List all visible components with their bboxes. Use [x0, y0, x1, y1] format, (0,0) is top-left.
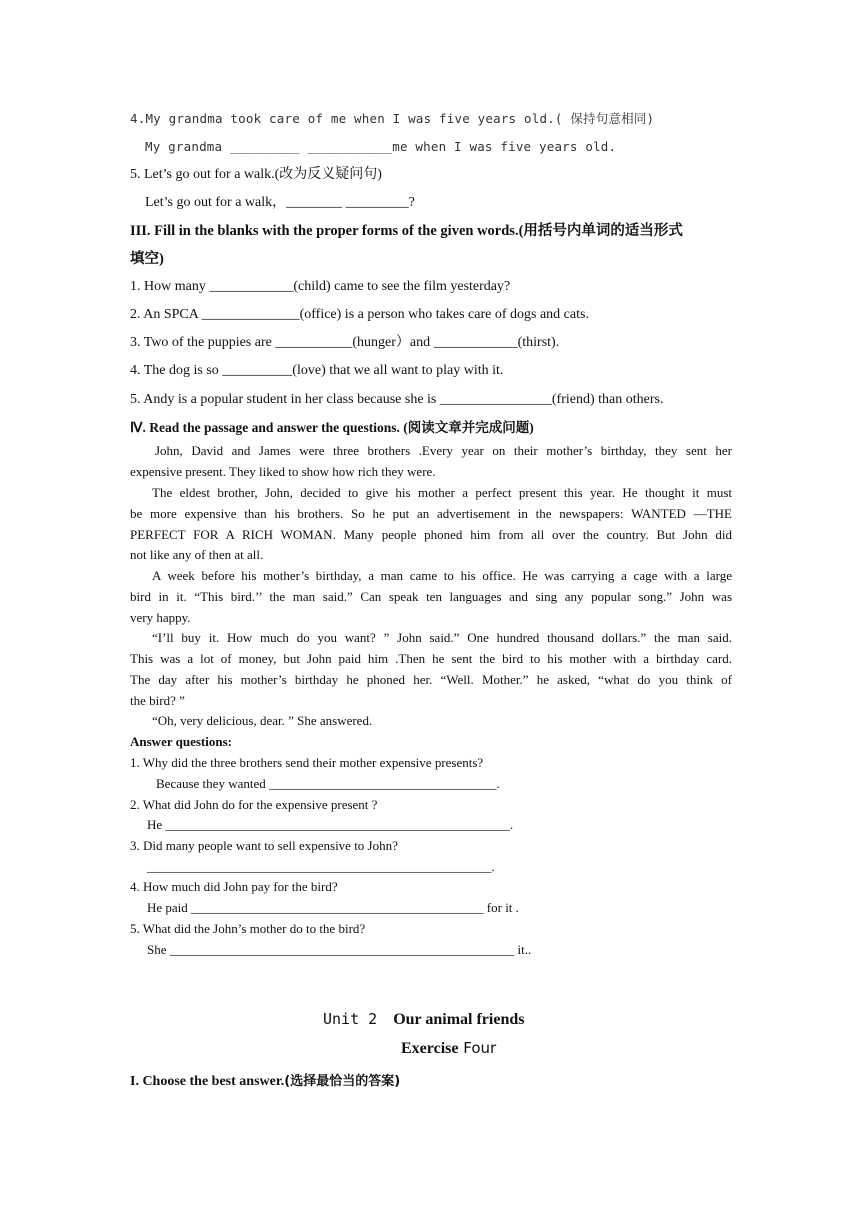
fill-item-2: 2. An SPCA ______________(office) is a person who takes care of dogs and cats.	[130, 307, 589, 322]
q4-answer-line: My grandma _________ ___________me when I was five years old.	[145, 139, 617, 154]
section3-heading-cont: 填空)	[130, 251, 164, 267]
answer-q3-line: _____________________________________________________.	[147, 859, 495, 874]
unit-number: Unit 2	[323, 1010, 378, 1028]
answer-q4-line: He paid _____________________________________________ for it .	[147, 900, 519, 915]
answer-q3: 3. Did many people want to sell expensive to John?	[130, 838, 398, 853]
unit-title	[323, 1009, 524, 1030]
fill-item-4: 4. The dog is so __________(love) that we all want to play with it.	[130, 363, 504, 378]
section1-heading-en: I. Choose the best answer.	[130, 1074, 285, 1089]
exercise-number: Four	[458, 1039, 497, 1057]
passage-line-8: bird in it. “This bird.’’ the man said.” Can speak ten languages and sing any popular song.” John was	[130, 589, 732, 604]
section1-heading	[130, 1073, 400, 1091]
answer-questions-heading: Answer questions:	[130, 734, 232, 749]
section1-heading-cn: (选择最恰当的答案)	[284, 1074, 401, 1089]
answer-q5: 5. What did the John’s mother do to the bird?	[130, 921, 366, 936]
fill-item-1: 1. How many ____________(child) came to see the film yesterday?	[130, 279, 511, 294]
section4-heading: Ⅳ. Read the passage and answer the questions. (阅读文章并完成问题)	[130, 420, 534, 435]
passage-line-9: very happy.	[130, 610, 191, 625]
exercise-title	[401, 1038, 496, 1059]
q5-answer-line: Let’s go out for a walk，________ _________?	[145, 195, 415, 210]
passage-line-13: the bird? ”	[130, 693, 185, 708]
answer-q2: 2. What did John do for the expensive present ?	[130, 797, 378, 812]
passage-line-7: A week before his mother’s birthday, a man came to his office. He was carrying a cage with a large	[152, 568, 732, 583]
passage-line-12: The day after his mother’s birthday he phoned her. “Well. Mother.” he asked, “what do you think of	[130, 672, 732, 687]
passage-line-6: not like any of then at all.	[130, 547, 264, 562]
answer-q2-line: He _____________________________________________________.	[147, 817, 514, 832]
answer-q5-line: She _____________________________________________________ it..	[147, 942, 532, 957]
section3-heading: III. Fill in the blanks with the proper forms of the given words.(用括号内单词的适当形式	[130, 223, 683, 239]
fill-item-5: 5. Andy is a popular student in her class because she is ________________(friend) than others.	[130, 392, 664, 407]
passage-line-2: expensive present. They liked to show how rich they were.	[130, 464, 436, 479]
passage-line-1: John, David and James were three brothers .Every year on their mother’s birthday, they sent her	[155, 443, 732, 458]
answer-q4: 4. How much did John pay for the bird?	[130, 879, 338, 894]
q5-prompt: 5. Let’s go out for a walk.(改为反义疑问句)	[130, 167, 382, 182]
unit-name: Our animal friends	[393, 1011, 525, 1028]
passage-line-10: “I’ll buy it. How much do you want? ” John said.” One hundred thousand dollars.” the man said.	[152, 630, 732, 645]
passage-line-11: This was a lot of money, but John paid him .Then he sent the bird to his mother with a birthday card.	[130, 651, 732, 666]
exercise-label: Exercise	[401, 1040, 459, 1057]
answer-q1: 1. Why did the three brothers send their mother expensive presents?	[130, 755, 484, 770]
passage-line-3: The eldest brother, John, decided to give his mother a perfect present this year. He thought it must	[152, 485, 732, 500]
passage-line-4: be more expensive than his brothers. So he put an advertisement in the newspapers: WANTED —THE	[130, 506, 732, 521]
q4-prompt: 4.My grandma took care of me when I was five years old.( 保持句意相同)	[130, 111, 655, 126]
passage-line-14: “Oh, very delicious, dear. ” She answered.	[152, 713, 373, 728]
fill-item-3: 3. Two of the puppies are ___________(hunger）and ____________(thirst).	[130, 335, 560, 350]
passage-line-5: PERFECT FOR A RICH WOMAN. Many people phoned him from all over the country. But John did	[130, 527, 732, 542]
answer-q1-line: Because they wanted ___________________________________.	[156, 776, 500, 791]
